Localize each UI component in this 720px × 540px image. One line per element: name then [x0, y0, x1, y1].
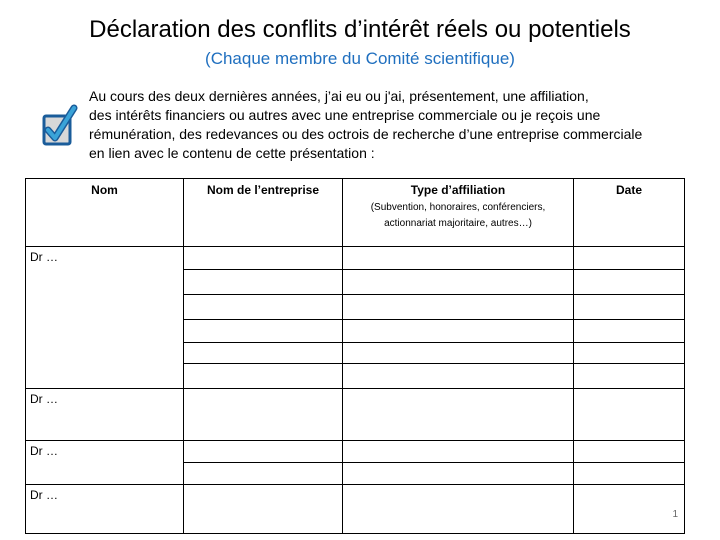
date-cell[interactable]: [574, 270, 685, 295]
statement-line: des intérêts financiers ou autres avec une entreprise commerciale ou je reçois une: [89, 107, 601, 123]
page-subtitle: (Chaque membre du Comité scientifique): [205, 49, 515, 68]
page-title: Déclaration des conflits d’intérêt réels ou potentiels: [89, 16, 631, 43]
declaration-statement: [89, 87, 704, 163]
date-cell[interactable]: [574, 364, 685, 389]
type-cell[interactable]: [343, 247, 574, 270]
header-date: Date: [574, 179, 685, 247]
date-cell[interactable]: [574, 320, 685, 343]
type-cell[interactable]: [343, 441, 574, 463]
table-row: [26, 441, 685, 463]
date-cell[interactable]: [574, 463, 685, 485]
table-row: [26, 389, 685, 441]
type-cell[interactable]: [343, 485, 574, 534]
type-cell[interactable]: [343, 343, 574, 364]
header-type-affiliation: Type d’affiliation (Subvention, honoraires, conférenciers, actionnariat majoritaire, autres…): [343, 179, 574, 247]
table-row: [26, 485, 685, 534]
name-cell[interactable]: Dr …: [26, 389, 184, 441]
entreprise-cell[interactable]: [184, 389, 343, 441]
name-cell[interactable]: Dr …: [26, 441, 184, 485]
header-entreprise: Nom de l’entreprise: [184, 179, 343, 247]
date-cell[interactable]: [574, 295, 685, 320]
table-row: [26, 247, 685, 270]
type-cell[interactable]: [343, 270, 574, 295]
name-cell[interactable]: Dr …: [26, 247, 184, 389]
entreprise-cell[interactable]: [184, 441, 343, 463]
header-nom: Nom: [26, 179, 184, 247]
type-cell[interactable]: [343, 463, 574, 485]
type-cell[interactable]: [343, 364, 574, 389]
date-cell[interactable]: [574, 389, 685, 441]
header-type-hint: (Subvention, honoraires, conférenciers, actionnariat majoritaire, autres…): [370, 202, 546, 229]
entreprise-cell[interactable]: [184, 247, 343, 270]
entreprise-cell[interactable]: [184, 270, 343, 295]
statement-line: Au cours des deux dernières années, j’ai eu ou j'ai, présentement, une affiliation,: [89, 88, 589, 104]
entreprise-cell[interactable]: [184, 364, 343, 389]
type-cell[interactable]: [343, 320, 574, 343]
type-cell[interactable]: [343, 295, 574, 320]
date-cell[interactable]: [574, 485, 685, 534]
affiliation-table: [25, 178, 685, 534]
checked-checkbox-icon: [42, 104, 78, 148]
table-header-row: [26, 179, 685, 247]
entreprise-cell[interactable]: [184, 485, 343, 534]
entreprise-cell[interactable]: [184, 463, 343, 485]
entreprise-cell[interactable]: [184, 320, 343, 343]
date-cell[interactable]: [574, 441, 685, 463]
statement-line: en lien avec le contenu de cette présentation :: [89, 145, 375, 161]
statement-line: rémunération, des redevances ou des octrois de recherche d’une entreprise commerciale: [89, 126, 643, 142]
page-number: 1: [672, 509, 678, 520]
entreprise-cell[interactable]: [184, 295, 343, 320]
type-cell[interactable]: [343, 389, 574, 441]
entreprise-cell[interactable]: [184, 343, 343, 364]
name-cell[interactable]: Dr …: [26, 485, 184, 534]
date-cell[interactable]: [574, 247, 685, 270]
date-cell[interactable]: [574, 343, 685, 364]
